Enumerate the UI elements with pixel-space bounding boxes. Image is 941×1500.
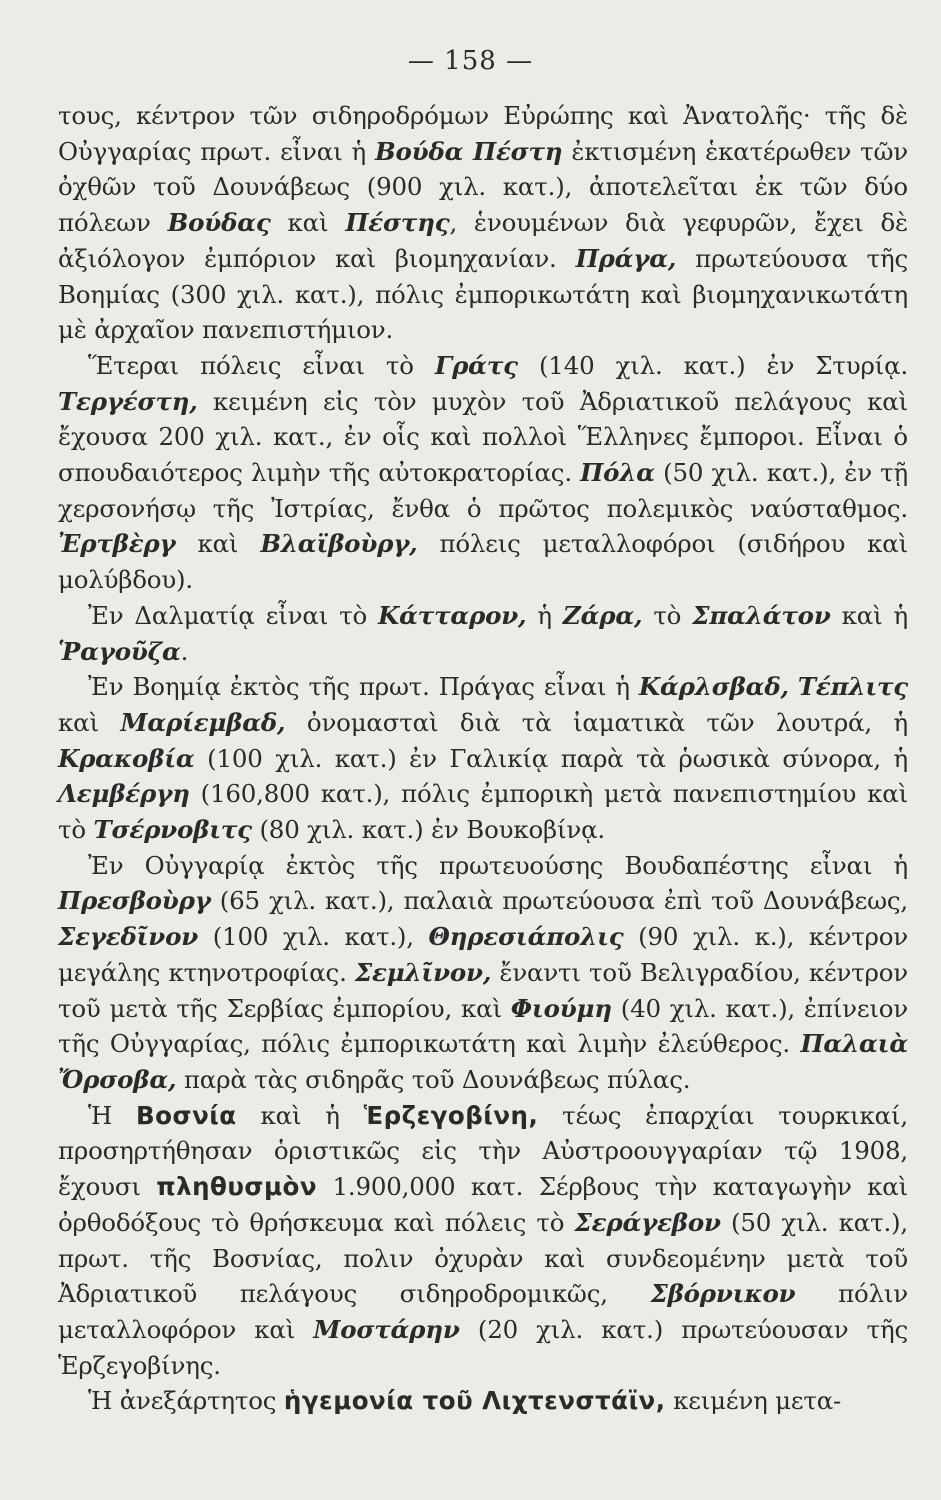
text-run: (40 χιλ. κατ.), ἐπίνειον τῆς Οὐγγαρίας, πόλις ἐμπορικωτάτη καὶ λιμὴν ἐλεύθερος.	[58, 993, 909, 1059]
place-name: Ῥαγοῦζα	[58, 636, 181, 666]
place-name: Γράτς	[434, 350, 518, 380]
text-run: κειμένη εἰς τὸν μυχὸν τοῦ Ἀδριατικοῦ πελάγους καὶ ἔχουσα 200 χιλ. κατ., ἐν οἷς καὶ πολλοὶ Ἕλληνες ἔμποροι. Εἶναι ὁ σπουδαιότερος λιμὴν τῆς αὐτοκρατορίας.	[58, 386, 908, 488]
place-name: Θηρεσιάπολις	[428, 922, 624, 952]
text-run: Ἐν Βοημίᾳ ἐκτὸς τῆς πρωτ. Πράγας εἶναι ἡ	[88, 672, 639, 702]
paragraph	[58, 98, 908, 348]
text-run: πόλεις μεταλλοφόροι (σιδήρου καὶ μολύβδου).	[58, 529, 909, 595]
text-run: (100 χιλ. κατ.) ἐν Γαλικίᾳ παρὰ τὰ ῥωσικὰ σύνορα, ἡ	[194, 743, 908, 773]
text-run: 1.900,000 κατ. Σέρβους τὴν καταγωγὴν καὶ ὀρθοδόξους τὸ θρήσκευμα καὶ πόλεις τὸ	[58, 1172, 909, 1237]
paragraph	[58, 598, 908, 669]
place-name: Σπαλάτον	[692, 600, 831, 630]
text-run: , ἑνουμένων διὰ γεφυρῶν, ἔχει δὲ ἀξιόλογον ἐμπόριον καὶ βιομηχανίαν.	[58, 208, 908, 273]
place-name: Μαρίεμβαδ,	[120, 707, 286, 737]
text-run	[789, 672, 798, 701]
text-run: ἡ	[526, 600, 563, 630]
text-run: κειμένη μετα-	[665, 1386, 842, 1416]
emphasized-term: Βοσνία	[135, 1100, 237, 1130]
text-run: ἔναντι τοῦ Βελιγραδίου, κέντρον τοῦ μετὰ τῆς Σερβίας ἐμπορίου, καὶ	[58, 957, 908, 1023]
text-run: τέως ἐπαρχίαι τουρκικαί, προσηρτήθησαν ὁριστικῶς εἰς τὴν Αὐστροουγγαρίαν τῷ 1908, ἔχουσι	[58, 1100, 908, 1202]
text-run: (20 χιλ. κατ.) πρωτεύουσαν τῆς Ἑρζεγοβίνης.	[58, 1314, 908, 1380]
text-run: (100 χιλ. κατ.),	[198, 922, 429, 952]
emphasized-term: Ἑρζεγοβίνη,	[363, 1100, 539, 1130]
place-name: Κάτταρον,	[378, 600, 527, 630]
paragraph	[58, 1383, 908, 1419]
place-name: Σεράγεβον	[574, 1207, 721, 1237]
text-run: καὶ	[270, 208, 346, 238]
text-run: καὶ ἡ	[830, 600, 908, 630]
place-name: Πράγα,	[575, 243, 677, 273]
text-run: (65 χιλ. κατ.), παλαιὰ πρωτεύουσα ἐπὶ τοῦ Δουνάβεως,	[210, 886, 908, 916]
text-run: (50 χιλ. κατ.), ἐν τῇ χερσονήσῳ τῆς Ἰστρίας, ἔνθα ὁ πρῶτος πολεμικὸς ναύσταθμος.	[58, 458, 908, 523]
text-run: πόλιν μεταλλοφόρον καὶ	[58, 1279, 908, 1344]
place-name: Βούδας	[167, 208, 271, 238]
place-name: Σεγεδῖνον	[58, 922, 199, 952]
place-name: Σεμλῖνον,	[354, 957, 492, 987]
text-run: καὶ	[175, 529, 261, 559]
place-name: Τεργέστη,	[58, 386, 198, 416]
place-name: Τσέρνοβιτς	[93, 815, 252, 845]
place-name: Βλαϊβοὺργ,	[260, 529, 418, 559]
place-name: Φιούμη	[510, 993, 612, 1023]
page-number: — 158 —	[407, 46, 534, 76]
text-run: (160,800 κατ.), πόλις ἐμπορικὴ μετὰ πανεπιστημίου καὶ τὸ	[58, 779, 908, 845]
place-name: Ἐρτβὲργ	[58, 529, 176, 559]
emphasized-term: πληθυσμὸν	[156, 1172, 318, 1202]
place-name: Τέπλιτς	[797, 672, 908, 702]
text-run: Ἕτεραι πόλεις εἶναι τὸ	[88, 350, 435, 380]
text-run: Ἡ ἀνεξάρτητος	[88, 1386, 284, 1416]
text-run: (90 χιλ. κ.), κέντρον μεγάλης κτηνοτροφίας.	[58, 922, 908, 987]
text-run: (140 χιλ. κατ.) ἐν Στυρίᾳ.	[517, 350, 909, 380]
text-run: τὸ	[642, 600, 693, 630]
text-run: (80 χιλ. κατ.) ἐν Βουκοβίνᾳ.	[251, 815, 606, 845]
place-name: Βούδα Πέστη	[375, 136, 563, 166]
place-name: Λεμβέργη	[58, 779, 190, 809]
place-name: Κρακοβία	[58, 743, 195, 773]
text-run: πρωτεύουσα τῆς Βοημίας (300 χιλ. κατ.), πόλις ἐμπορικωτάτη καὶ βιομηχανικωτάτη μὲ ἀρχαῖον πανεπιστήμιον.	[58, 243, 908, 345]
place-name: Παλαιὰ Ὄρσοβα,	[58, 1029, 908, 1094]
place-name: Κάρλσβαδ,	[638, 672, 789, 702]
body-text	[58, 98, 908, 1419]
text-run: (50 χιλ. κατ.), πρωτ. τῆς Βοσνίας, πολιν ὀχυρὰν καὶ συνδεομένην μετὰ τοῦ Ἀδριατικοῦ πελάγους σιδηροδρομικῶς,	[58, 1207, 908, 1309]
place-name: Μοστάρην	[313, 1314, 460, 1344]
paragraph	[58, 348, 908, 598]
paragraph	[58, 1098, 908, 1384]
paragraph	[58, 848, 908, 1098]
text-run: ὀνομασταὶ διὰ τὰ ἰαματικὰ τῶν λουτρά, ἡ	[285, 707, 908, 737]
text-run: Ἡ	[88, 1100, 136, 1130]
place-name: Πόλα	[580, 458, 655, 488]
text-run: .	[180, 636, 189, 666]
text-run: ἐκτισμένη ἑκατέρωθεν τῶν ὀχθῶν τοῦ Δουνάβεως (900 χιλ. κατ.), ἀποτελεῖται ἐκ τῶν δύο πόλεων	[58, 136, 908, 238]
place-name: Πέστης	[345, 208, 450, 238]
place-name: Ζάρα,	[562, 600, 643, 630]
text-run: Ἐν Δαλματίᾳ εἶναι τὸ	[88, 600, 379, 630]
text-run: παρὰ τὰς σιδηρᾶς τοῦ Δουνάβεως πύλας.	[176, 1064, 691, 1094]
place-name: Σβόρνικον	[650, 1279, 796, 1309]
paragraph	[58, 669, 908, 848]
text-run: τους, κέντρον τῶν σιδηροδρόμων Εὐρώπης καὶ Ἀνατολῆς· τῆς δὲ Οὐγγαρίας πρωτ. εἶναι ἡ	[58, 101, 908, 166]
text-run: καὶ ἡ	[236, 1100, 364, 1130]
text-run: καὶ	[58, 707, 121, 737]
emphasized-term: ἡγεμονία τοῦ Λιχτενστάϊν,	[283, 1386, 666, 1416]
text-run: Ἐν Οὐγγαρίᾳ ἐκτὸς τῆς πρωτευούσης Βουδαπέστης εἶναι ἡ	[88, 850, 908, 880]
place-name: Πρεσβοὺργ	[58, 886, 211, 916]
